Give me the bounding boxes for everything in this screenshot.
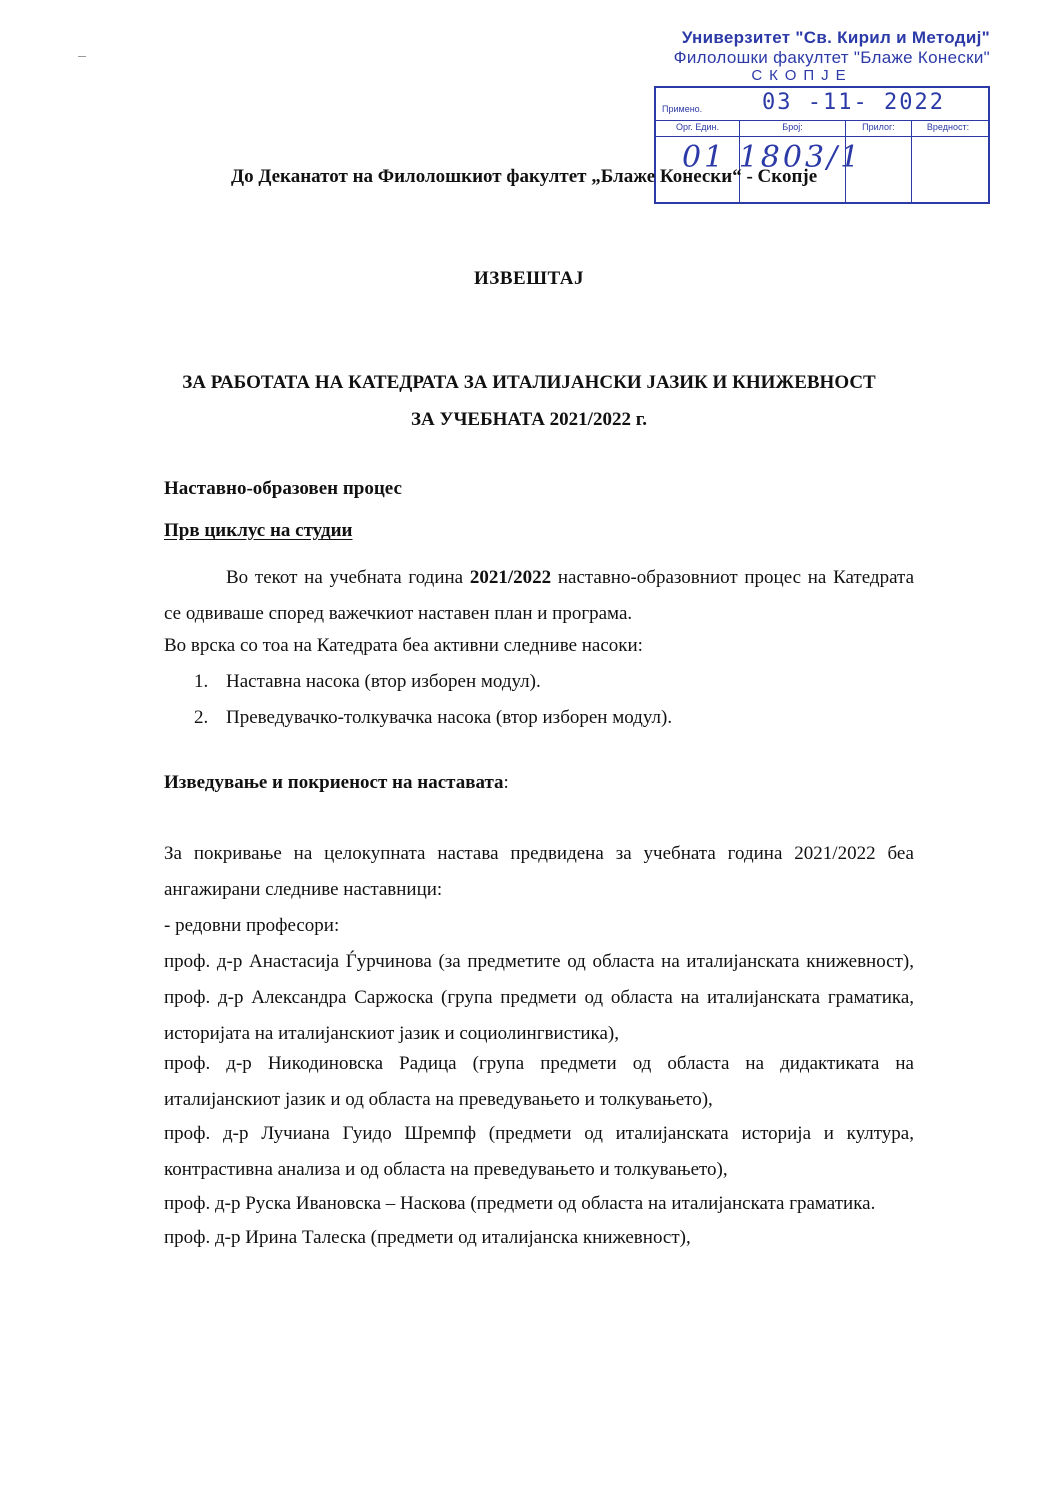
professor-entry: проф. д-р Анастасија Ѓурчинова (за предметите од областа на италијанската книжевност), проф. д-р Александра Саржоска (група предмети од областа на италијанската граматика, историјата на италијанскиот јазик и социолингвистика), [164,951,914,1044]
stamp-received-label: Примено. [662,104,703,114]
paragraph-curriculum-year: 2021/2022 [469,567,552,588]
stamp-header-attachment: Прилог: [846,120,912,136]
list-item-number: 2. [194,707,209,728]
list-item-text: Наставна насока (втор изборен модул). [226,671,541,692]
section-heading-teaching-coverage [164,772,914,794]
addressee-line: До Деканатот на Филолошкиот факултет „Блаже Конески“ - Скопје [231,166,818,187]
paragraph-curriculum-end: наставно-образовниот процес на Катедрата се одвиваше според важечкиот наставен план и програма. [164,567,914,624]
document-title: ИЗВЕШТАЈ [474,268,584,289]
list-item [164,664,914,700]
list-item-text: Преведувачко-толкувачка насока (втор изборен модул). [226,707,673,728]
paragraph-streams-intro: Во врска со тоа на Катедрата беа активни следниве насоки: [164,635,643,656]
paragraph-curriculum [164,560,914,632]
professor-entry: проф. д-р Лучиана Гуидо Шремпф (предмети од италијанската историја и култура, контрастивна анализа и од областа на преведувањето и толкувањето), [164,1123,914,1180]
professor-entry: проф. д-р Ирина Талеска (предмети од италијанска книжевност), [164,1227,691,1248]
section-heading-teaching-coverage-text: Изведување и покриеност на наставата [164,772,504,793]
staff-role-full-professors: - редовни професори: [164,915,340,936]
stamp-header-number: Број: [740,120,846,136]
professor-entry: проф. д-р Руска Ивановска – Наскова (предмети од областа на италијанската граматика. [164,1193,876,1214]
stamp-date: 03 -11- 2022 [762,90,945,115]
list-item [164,700,914,736]
document-subtitle-line2: ЗА УЧЕБНАТА 2021/2022 г. [411,409,647,430]
list-item-number: 1. [194,671,209,692]
streams-list [164,664,914,736]
document-subtitle-line1: ЗА РАБОТАТА НА КАТЕДРАТА ЗА ИТАЛИЈАНСКИ ЈАЗИК И КНИЖЕВНОСТ [182,372,876,393]
section-heading-teaching-process: Наставно-образовен процес [164,478,402,499]
stamp-university: Универзитет "Св. Кирил и Методиј" [681,28,990,47]
stamp-received-row [656,88,988,121]
stamp-header-org-unit: Орг. Един. [656,120,740,136]
paragraph-curriculum-start: Во текот на учебната година [226,567,470,588]
stamp-cell-value [912,136,984,202]
professor-entry: проф. д-р Никодиновска Радица (група предмети од областа на дидактиката на италијанскиот јазик и од областа на преведувањето и толкувањето), [164,1053,914,1110]
stamp-city: СКОПЈЕ [751,67,853,84]
stamp-faculty: Филолошки факултет "Блаже Конески" [673,48,990,67]
paragraph-staff-intro: За покривање на целокупната настава предвидена за учебната година 2021/2022 беа ангажирани следниве наставници: [164,843,914,900]
stamp-handwritten-number: 01 1803/1 [682,140,863,175]
stamp-header-value: Вредност: [926,122,970,132]
scan-artifact [78,56,86,57]
section-subheading-first-cycle: Прв циклус на студии [164,520,353,541]
section-heading-colon: : [503,772,509,793]
stamp-header-row [656,120,988,137]
